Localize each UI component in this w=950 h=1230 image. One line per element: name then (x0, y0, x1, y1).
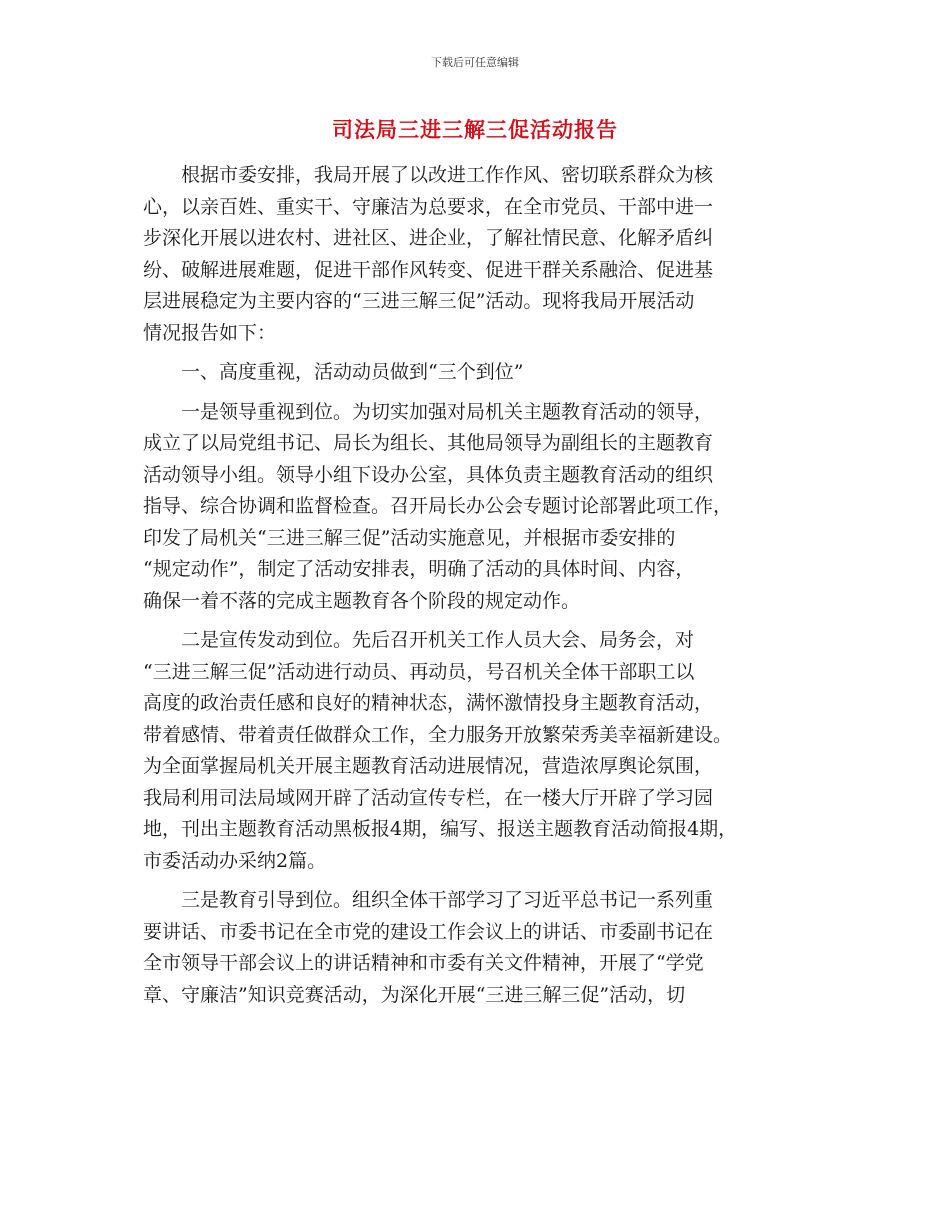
section-heading: 一、高度重视，活动动员做到“三个到位” (143, 361, 524, 383)
body-line: “三进三解三促”活动进行动员、再动员，号召机关全体干部职工以 (143, 660, 695, 683)
body-line: 心，以亲百姓、重实干、守廉洁为总要求，在全市党员、干部中进一 (143, 195, 714, 218)
body-line: 三是教育引导到位。组织全体干部学习了习近平总书记一系列重 (143, 889, 714, 911)
body-line: 要讲话、市委书记在全市党的建设工作会议上的讲话、市委副书记在 (143, 920, 714, 943)
body-line: 全市领导干部会议上的讲话精神和市委有关文件精神，开展了“学党 (143, 952, 704, 974)
document-body (143, 160, 823, 1011)
body-line: 印发了局机关“三进三解三促”活动实施意见，并根据市委安排的 (143, 526, 676, 549)
body-line: 市委活动办采纳2篇。 (143, 849, 327, 872)
body-line: 指导、综合协调和监督检查。召开局长办公会专题讨论部署此项工作， (143, 495, 733, 517)
page-header-note: 下载后可任意编辑 (431, 56, 519, 69)
body-line: 一是领导重视到位。为切实加强对局机关主题教育活动的领导， (143, 400, 714, 423)
body-line: 二是宣传发动到位。先后召开机关工作人员大会、局务会，对 (143, 629, 695, 651)
body-line: 高度的政治责任感和良好的精神状态，满怀激情投身主题教育活动， (143, 692, 714, 714)
body-line: “规定动作”，制定了活动安排表，明确了活动的具体时间、内容， (143, 558, 695, 580)
body-line: 地，刊出主题教育活动黑板报4期，编写、报送主题教育活动简报4期， (143, 818, 738, 840)
document-title: 司法局三进三解三促活动报告 (332, 117, 618, 142)
body-line: 带着感情、带着责任做群众工作，全力服务开放繁荣秀美幸福新建设。 (143, 723, 733, 746)
body-line: 确保一着不落的完成主题教育各个阶段的规定动作。 (143, 589, 581, 612)
body-line: 根据市委安排，我局开展了以改进工作作风、密切联系群众为核 (143, 164, 714, 186)
body-line: 为全面掌握局机关开展主题教育活动进展情况，营造浓厚舆论氛围， (143, 755, 714, 777)
body-line: 成立了以局党组书记、局长为组长、其他局领导为副组长的主题教育 (143, 432, 714, 454)
body-line: 步深化开展以进农村、进社区、进企业，了解社情民意、化解矛盾纠 (143, 227, 714, 249)
body-line: 情况报告如下： (143, 321, 277, 344)
body-line: 活动领导小组。领导小组下设办公室，具体负责主题教育活动的组织 (143, 463, 714, 486)
body-line: 纷、破解进展难题，促进干部作风转变、促进干群关系融洽、促进基 (143, 258, 714, 281)
body-line: 章、守廉洁”知识竞赛活动，为深化开展“三进三解三促”活动，切 (143, 983, 686, 1006)
body-line: 层进展稳定为主要内容的“三进三解三促”活动。现将我局开展活动 (143, 290, 695, 312)
body-line: 我局利用司法局域网开辟了活动宣传专栏，在一楼大厅开辟了学习园 (143, 786, 714, 809)
